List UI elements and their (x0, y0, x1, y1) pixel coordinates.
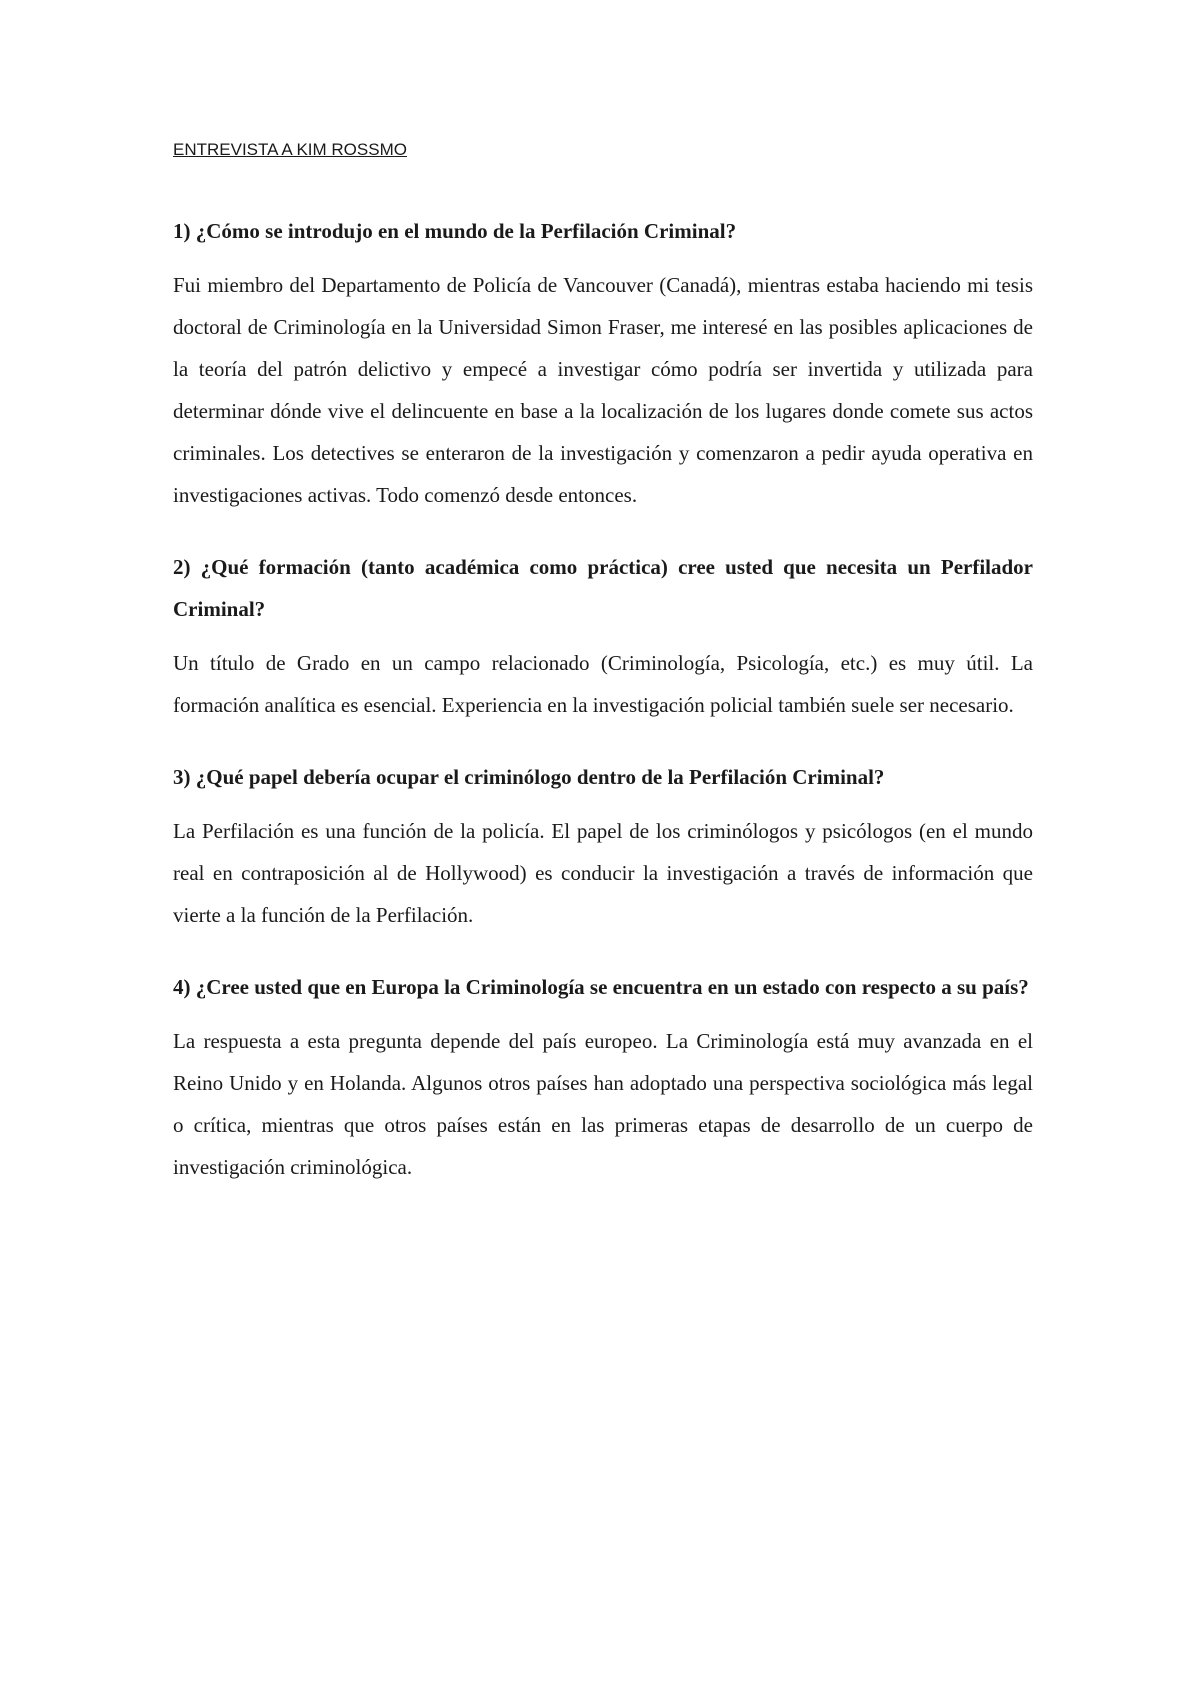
answer-3: La Perfilación es una función de la policía. El papel de los criminólogos y psicólogos (en el mundo real en contraposición al de Hollywood) es conducir la investigación a través de información que vierte a la función de la Perfilación. (173, 819, 1033, 927)
answer-1: Fui miembro del Departamento de Policía de Vancouver (Canadá), mientras estaba haciendo mi tesis doctoral de Criminología en la Universidad Simon Fraser, me interesé en las posibles aplicaciones de la teoría del patrón delictivo y empecé a investigar cómo podría ser invertida y utilizada para determinar dónde vive el delincuente en base a la localización de los lugares donde comete sus actos criminales. Los detectives se enteraron de la investigación y comenzaron a pedir ayuda operativa en investigaciones activas. Todo comenzó desde entonces. (173, 273, 1033, 507)
qa-block-1 (173, 210, 1033, 516)
document-body (173, 140, 1033, 1218)
qa-block-3 (173, 756, 1033, 936)
answer-4: La respuesta a esta pregunta depende del país europeo. La Criminología está muy avanzada en el Reino Unido y en Holanda. Algunos otros países han adoptado una perspectiva sociológica más legal o crítica, mientras que otros países están en las primeras etapas de desarrollo de un cuerpo de investigación criminológica. (173, 1029, 1033, 1179)
answer-2: Un título de Grado en un campo relacionado (Criminología, Psicología, etc.) es muy útil. La formación analítica es esencial. Experiencia en la investigación policial también suele ser necesario. (173, 651, 1033, 717)
qa-block-2 (173, 546, 1033, 726)
question-4: 4) ¿Cree usted que en Europa la Criminología se encuentra en un estado con respecto a su país? (173, 975, 1029, 999)
document-title: ENTREVISTA A KIM ROSSMO (173, 140, 407, 159)
question-2: 2) ¿Qué formación (tanto académica como práctica) cree usted que necesita un Perfilador Criminal? (173, 555, 1033, 621)
question-3: 3) ¿Qué papel debería ocupar el criminólogo dentro de la Perfilación Criminal? (173, 765, 885, 789)
qa-block-4 (173, 966, 1033, 1188)
question-1: 1) ¿Cómo se introdujo en el mundo de la Perfilación Criminal? (173, 219, 737, 243)
